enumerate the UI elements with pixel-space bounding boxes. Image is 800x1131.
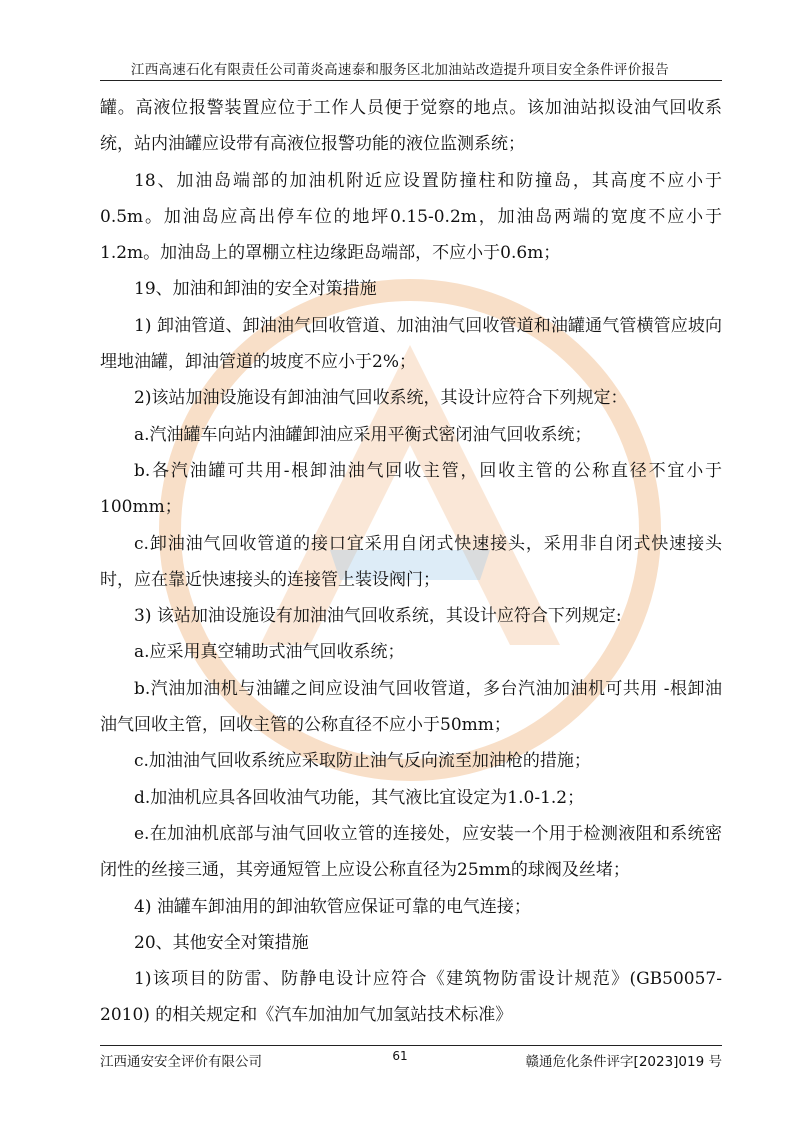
body-paragraph: 罐。高液位报警装置应位于工作人员便于觉察的地点。该加油站拟设油气回收系统，站内油罐应设带有高液位报警功能的液位监测系统；	[100, 98, 722, 155]
document-body	[100, 90, 722, 1034]
body-paragraph: c.卸油油气回收管道的接口宜采用自闭式快速接头，采用非自闭式快速接头时，应在靠近快速接头的连接管上装设阀门；	[100, 533, 722, 590]
body-paragraph: c.加油油气回收系统应采取防止油气反向流至加油枪的措施；	[134, 751, 591, 772]
body-paragraph: 18、加油岛端部的加油机附近应设置防撞柱和防撞岛，其高度不应小于0.5m。加油岛应高出停车位的地坪0.15-0.2m，加油岛两端的宽度不应小于1.2m。加油岛上的罩棚立柱边缘距岛端部，不应小于0.6m；	[100, 170, 722, 264]
header-divider	[100, 80, 722, 81]
footer-document-number: 赣通危化条件评字[2023]019 号	[525, 1054, 722, 1070]
page-header: 江西高速石化有限责任公司莆炎高速泰和服务区北加油站改造提升项目安全条件评价报告	[130, 62, 670, 78]
footer-divider	[100, 1045, 722, 1046]
body-paragraph: a.汽油罐车向站内油罐卸油应采用平衡式密闭油气回收系统；	[134, 424, 592, 445]
body-paragraph: e.在加油机底部与油气回收立管的连接处，应安装一个用于检测液阻和系统密闭性的丝接三通，其旁通短管上应设公称直径为25mm的球阀及丝堵；	[100, 823, 722, 881]
body-paragraph: 20、其他安全对策措施	[134, 932, 309, 953]
body-paragraph: 19、加油和卸油的安全对策措施	[134, 279, 377, 300]
body-paragraph: b.汽油加油机与油罐之间应设油气回收管道，多台汽油加油机可共用 -根卸油油气回收主管，回收主管的公称直径不应小于50mm；	[100, 678, 722, 736]
page-number: 61	[392, 1049, 408, 1063]
body-paragraph: d.加油机应具各回收油气功能，其气液比宜设定为1.0-1.2；	[134, 787, 585, 808]
body-paragraph: 1) 卸油管道、卸油油气回收管道、加油油气回收管道和油罐通气管横管应坡向埋地油罐，卸油管道的坡度不应小于2%；	[100, 315, 722, 373]
body-paragraph: 1)该项目的防雷、防静电设计应符合《建筑物防雷设计规范》(GB50057-2010) 的相关规定和《汽车加油加气加氢站技术标准》	[100, 969, 722, 1026]
body-paragraph: 4) 油罐车卸油用的卸油软管应保证可靠的电气连接；	[134, 896, 531, 917]
footer-company: 江西通安安全评价有限公司	[100, 1054, 262, 1070]
body-paragraph: b.各汽油罐可共用-根卸油油气回收主管，回收主管的公称直径不宜小于100mm；	[100, 460, 722, 518]
body-paragraph: 2)该站加油设施设有卸油油气回收系统，其设计应符合下列规定：	[134, 388, 628, 409]
body-paragraph: a.应采用真空辅助式油气回收系统；	[134, 642, 405, 663]
body-paragraph: 3) 该站加油设施设有加油油气回收系统，其设计应符合下列规定:	[134, 606, 622, 627]
